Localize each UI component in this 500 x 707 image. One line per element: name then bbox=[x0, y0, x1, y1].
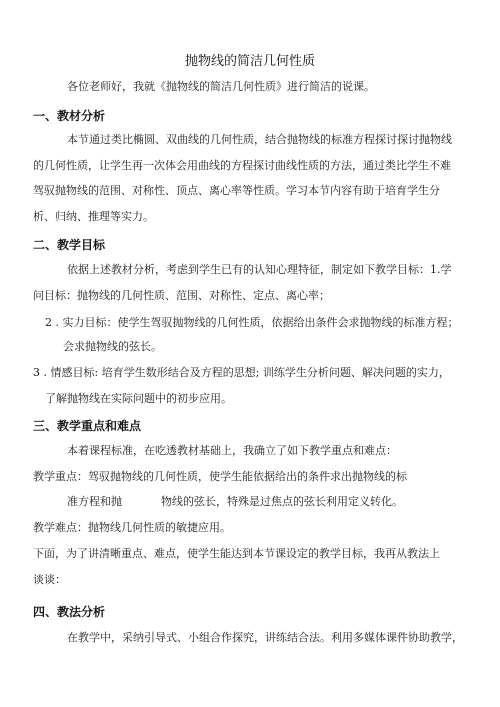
paragraph-line: 问目标：抛物线的几何性质、范围、对称性、定点、离心率； bbox=[33, 289, 330, 302]
paragraph-line: 3 . 情感目标: 培育学生数形结合及方程的思想; 训练学生分析问题、解决问题的实力， bbox=[33, 366, 450, 379]
greeting-paragraph: 各位老师好，我就《抛物线的简洁几何性质》进行简洁的说课。 bbox=[67, 80, 375, 93]
paragraph-line: 驾驭抛物线的范围、对称性、顶点、离心率等性质。学习本节内容有助于培育学生分 bbox=[33, 184, 440, 197]
paragraph-line: 准方程和抛 bbox=[67, 495, 122, 508]
paragraph-line: 教学难点：抛物线几何性质的敏捷应用。 bbox=[33, 521, 231, 534]
paragraph-line: 本着课程标准，在吃透教材基础上，我确立了如下教学重点和难点： bbox=[67, 444, 397, 457]
section-heading-teaching-goals: 二、教学目标 bbox=[33, 238, 106, 252]
paragraph-line: 析、归纳、推理等实力。 bbox=[33, 210, 154, 223]
section-heading-key-points: 三、教学重点和难点 bbox=[33, 419, 142, 433]
paragraph-line: 教学重点：驾驭抛物线的几何性质，使学生能依据给出的条件求出抛物线的标 bbox=[33, 470, 407, 483]
paragraph-line: 本节通过类比椭圆、双曲线的几何性质，结合抛物线的标准方程探讨探讨抛物线 bbox=[67, 133, 452, 146]
paragraph-line: 谈谈： bbox=[33, 573, 66, 586]
paragraph-line: 在教学中，采纳引导式、小组合作探究，讲练结合法。利用多媒体课件协助教学， bbox=[67, 631, 463, 644]
paragraph-line: 2 . 实力目标：使学生驾驭抛物线的几何性质，依据给出条件会求抛物线的标准方程； bbox=[45, 316, 459, 329]
paragraph-line: 下面，为了讲清晰重点、难点，使学生能达到本节课设定的教学目标，我再从教法上 bbox=[33, 547, 440, 560]
section-heading-teaching-method: 四、教法分析 bbox=[33, 605, 106, 619]
paragraph-line: 依据上述教材分析，考虑到学生已有的认知心理特征，制定如下教学目标：1.学 bbox=[67, 263, 452, 276]
paragraph-line: 的几何性质，让学生再一次体会用曲线的方程探讨曲线性质的方法，通过类比学生不难 bbox=[33, 159, 451, 172]
paragraph-line: 了解抛物线在实际问题中的初步应用。 bbox=[45, 392, 232, 405]
document-title: 抛物线的简洁几何性质 bbox=[184, 54, 315, 69]
section-heading-material-analysis: 一、教材分析 bbox=[33, 109, 106, 123]
paragraph-line: 物线的弦长，特殊是过焦点的弦长利用定义转化。 bbox=[161, 495, 403, 508]
paragraph-line: 会求抛物线的弦长。 bbox=[63, 340, 162, 353]
